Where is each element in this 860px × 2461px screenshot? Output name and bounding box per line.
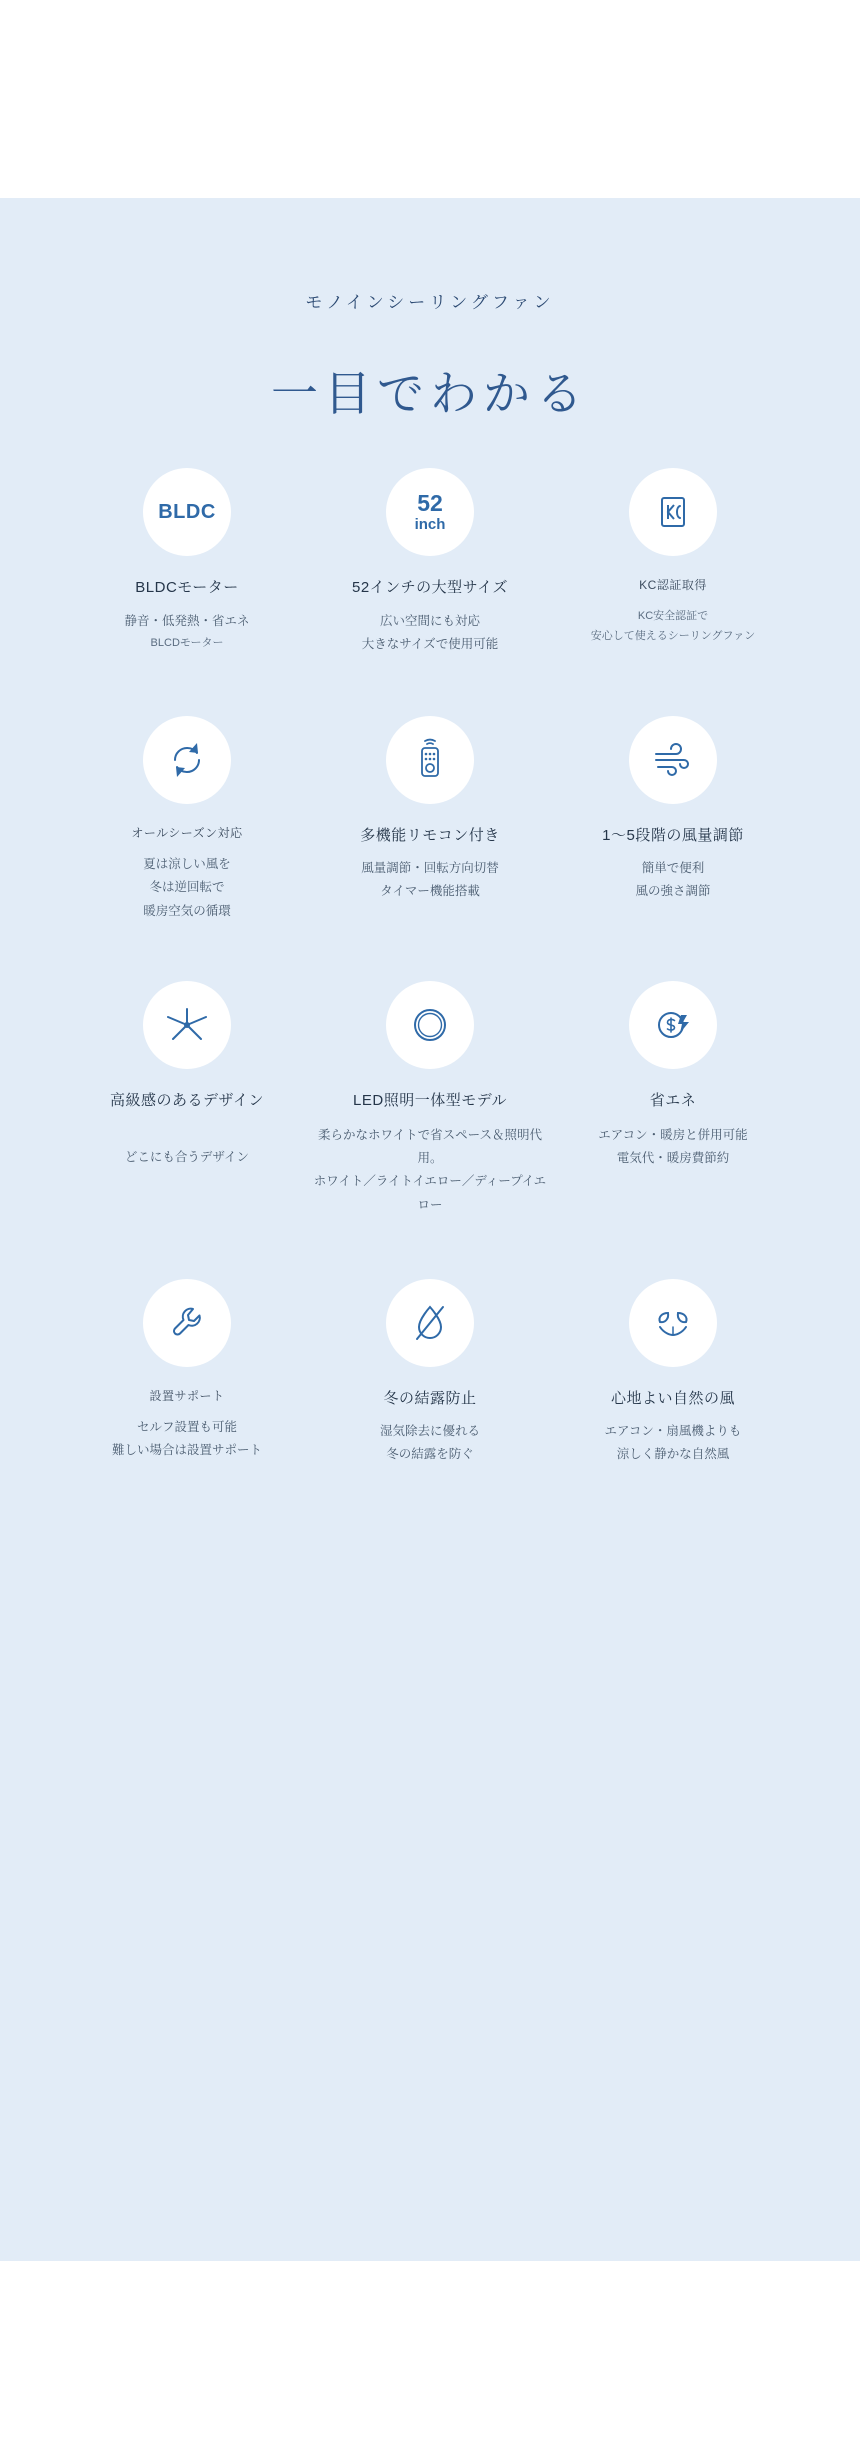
feature-desc-line: エアコン・扇風機よりも (604, 1424, 742, 1439)
size-badge-unit: inch (414, 516, 446, 533)
feature-item-kc (552, 468, 795, 646)
feature-item-wind-speed (552, 716, 795, 904)
remote-control-icon (386, 716, 474, 804)
fan-blades-design-icon (143, 981, 231, 1069)
bldc-motor-icon (143, 468, 231, 556)
energy-desc-line: エアコン・暖房と併用可能 (598, 1128, 748, 1143)
feature-title: 52インチの大型サイズ (352, 579, 508, 596)
feature-item-size (309, 468, 552, 656)
feature-item-condensation (309, 1279, 552, 1467)
feature-grid (0, 468, 860, 1502)
feature-desc-line: 湿気除去に優れる (379, 1424, 480, 1439)
header (0, 198, 860, 424)
energy-desc-line: 電気代・暖房費節約 (616, 1151, 730, 1166)
feature-desc-small (70, 633, 305, 653)
feature-row (0, 981, 860, 1123)
feature-item-led (309, 981, 552, 1123)
row3-shared-description (0, 1124, 860, 1217)
size-badge-number: 52 (417, 490, 443, 516)
feature-desc (70, 610, 305, 633)
feature-desc-line: 夏は涼しい風を (143, 857, 231, 872)
all-season-rotation-icon (143, 716, 231, 804)
led-desc-line: 柔らかなホワイトで省スペース＆照明代用。 (317, 1128, 542, 1166)
kc-certification-icon (629, 468, 717, 556)
feature-item-support (66, 1279, 309, 1463)
feature-desc-line: 難しい場合は設置サポート (111, 1443, 262, 1458)
wrench-support-icon (143, 1279, 231, 1367)
bldc-badge-text: BLDC (158, 501, 216, 523)
feature-desc (556, 1420, 791, 1466)
feature-desc-line: 風量調節・回転方向切替 (361, 861, 499, 876)
feature-row (0, 1279, 860, 1467)
feature-desc-line: 広い空間にも対応 (379, 613, 480, 628)
feature-desc-line: 暖房空気の循環 (143, 903, 231, 918)
feature-desc-line: 涼しく静かな自然風 (616, 1447, 730, 1462)
feature-title: 設置サポート (149, 1388, 225, 1403)
led-desc-line: ホワイト／ライトイエロー／ディープイエロー (313, 1174, 547, 1212)
anti-condensation-icon (386, 1279, 474, 1367)
feature-desc (556, 857, 791, 903)
feature-title: 冬の結露防止 (383, 1389, 477, 1407)
feature-title: KC認証取得 (639, 578, 707, 592)
feature-item-all-season (66, 716, 309, 923)
wind-speed-icon (629, 716, 717, 804)
feature-title: 高級感のあるデザイン (110, 1091, 264, 1109)
feature-desc (313, 610, 548, 656)
feature-title: 心地よい自然の風 (610, 1389, 735, 1407)
feature-item-energy (552, 981, 795, 1123)
feature-title: 多機能リモコン付き (360, 826, 500, 844)
feature-desc-line: 冬の結露を防ぐ (386, 1447, 474, 1462)
feature-desc-line: セルフ設置も可能 (136, 1420, 237, 1435)
feature-desc-line: 静音・低発熱・省エネ (124, 613, 250, 628)
feature-title: オールシーズン対応 (131, 825, 243, 840)
feature-desc (556, 606, 791, 647)
feature-item-bldc (66, 468, 309, 653)
feature-desc-line: 風の強さ調節 (635, 884, 711, 899)
feature-item-natural-breeze (552, 1279, 795, 1467)
feature-title: 省エネ (649, 1091, 697, 1109)
page-eyebrow: モノインシーリングファン (305, 293, 555, 312)
natural-breeze-icon (629, 1279, 717, 1367)
feature-item-remote (309, 716, 552, 904)
feature-desc-line: 大きなサイズで使用可能 (361, 636, 499, 651)
feature-desc (70, 1416, 305, 1462)
feature-row (0, 468, 860, 656)
feature-desc (313, 1420, 548, 1466)
feature-desc-line: KC安全認証で (637, 609, 709, 622)
energy-saving-icon (629, 981, 717, 1069)
feature-item-design (66, 981, 309, 1123)
fan-size-icon (386, 468, 474, 556)
page-title: 一目でわかる (271, 369, 589, 421)
feature-title: BLDCモーター (135, 579, 239, 596)
feature-desc-line: 簡単で便利 (641, 861, 705, 876)
feature-desc (70, 853, 305, 922)
feature-desc (313, 857, 548, 903)
feature-desc-line: BLCDモーター (150, 636, 224, 649)
feature-desc-line: 安心して使えるシーリングファン (590, 629, 756, 642)
design-desc-line: どこにも合うデザイン (124, 1150, 250, 1165)
feature-panel (0, 198, 860, 2261)
feature-row (0, 716, 860, 923)
feature-desc-line: 冬は逆回転で (149, 880, 225, 895)
feature-desc-line: タイマー機能搭載 (380, 884, 480, 899)
led-light-icon (386, 981, 474, 1069)
feature-title: LED照明一体型モデル (353, 1091, 507, 1109)
feature-title: 1〜5段階の風量調節 (602, 826, 744, 844)
